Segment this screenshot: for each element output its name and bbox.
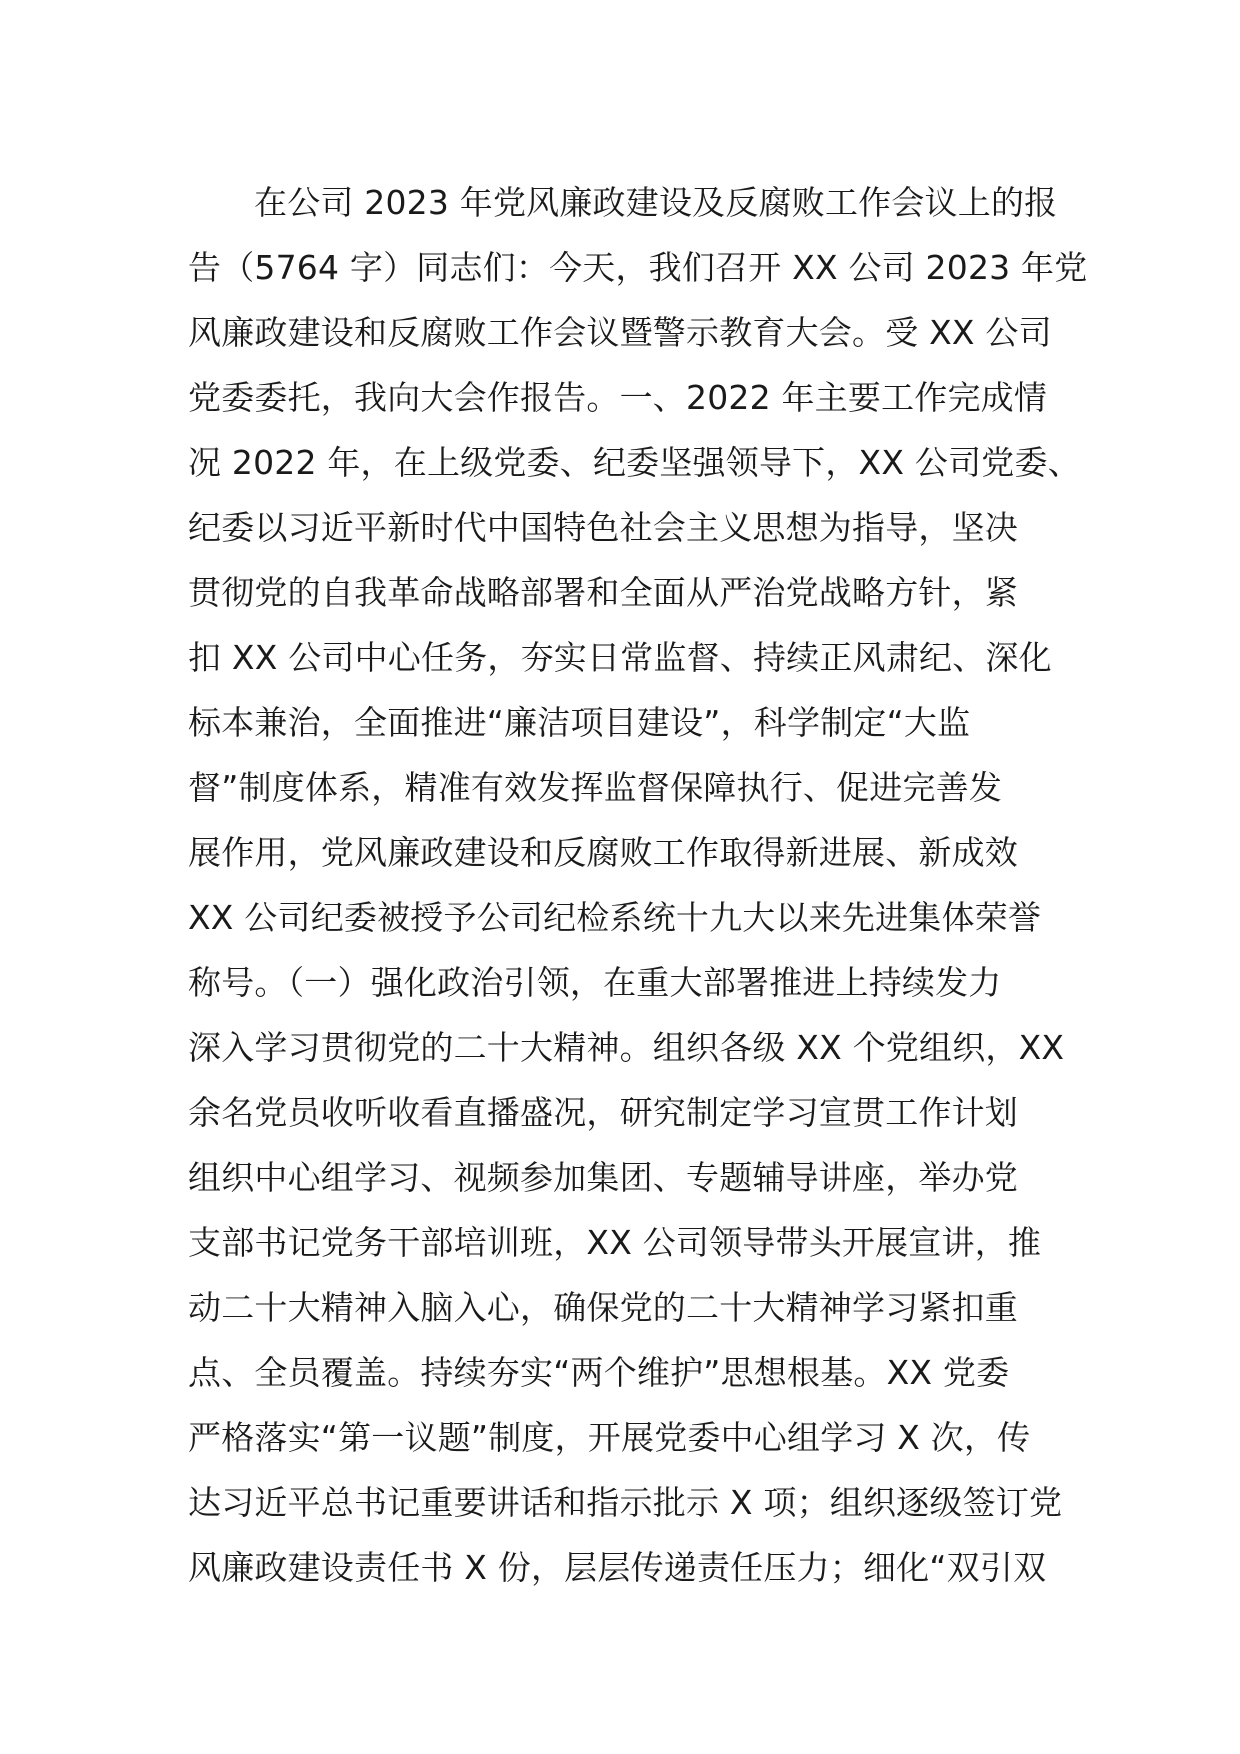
- text-line: 余名党员收听收看直播盛况，研究制定学习宣贯工作计划: [188, 1093, 1018, 1132]
- text-line: 达习近平总书记重要讲话和指示批示 X 项；组织逐级签订党: [188, 1483, 1063, 1522]
- report-body: [188, 170, 1088, 1600]
- text-line: 点、全员覆盖。持续夯实“两个维护”思想根基。XX 党委: [188, 1353, 1010, 1392]
- text-line: 扣 XX 公司中心任务，夯实日常监督、持续正风肃纪、深化: [188, 638, 1052, 677]
- text-line: 督”制度体系，精准有效发挥监督保障执行、促进完善发: [188, 768, 1003, 807]
- text-line: 标本兼治，全面推进“廉洁项目建设”，科学制定“大监: [188, 703, 971, 742]
- text-line: 支部书记党务干部培训班，XX 公司领导带头开展宣讲，推: [188, 1223, 1042, 1262]
- text-line: 动二十大精神入脑入心，确保党的二十大精神学习紧扣重: [188, 1288, 1018, 1327]
- text-line: 在公司 2023 年党风廉政建设及反腐败工作会议上的报: [254, 183, 1058, 222]
- text-line: 告（5764 字）同志们：今天，我们召开 XX 公司 2023 年党: [188, 248, 1088, 287]
- text-line: 纪委以习近平新时代中国特色社会主义思想为指导，坚决: [188, 508, 1018, 547]
- text-line: 况 2022 年，在上级党委、纪委坚强领导下，XX 公司党委、: [188, 443, 1081, 482]
- text-line: 称号。（一）强化政治引领，在重大部署推进上持续发力: [188, 963, 1002, 1002]
- text-line: 深入学习贯彻党的二十大精神。组织各级 XX 个党组织，XX: [188, 1028, 1065, 1067]
- text-line: 党委委托，我向大会作报告。一、2022 年主要工作完成情: [188, 378, 1048, 417]
- text-line: 严格落实“第一议题”制度，开展党委中心组学习 X 次，传: [188, 1418, 1031, 1457]
- text-line: 风廉政建设和反腐败工作会议暨警示教育大会。受 XX 公司: [188, 313, 1052, 352]
- text-line: 风廉政建设责任书 X 份，层层传递责任压力；细化“双引双: [188, 1548, 1047, 1587]
- text-line: 展作用，党风廉政建设和反腐败工作取得新进展、新成效: [188, 833, 1018, 872]
- text-line: XX 公司纪委被授予公司纪检系统十九大以来先进集体荣誉: [188, 898, 1042, 937]
- text-line: 贯彻党的自我革命战略部署和全面从严治党战略方针，紧: [188, 573, 1018, 612]
- text-line: 组织中心组学习、视频参加集团、专题辅导讲座，举办党: [188, 1158, 1018, 1197]
